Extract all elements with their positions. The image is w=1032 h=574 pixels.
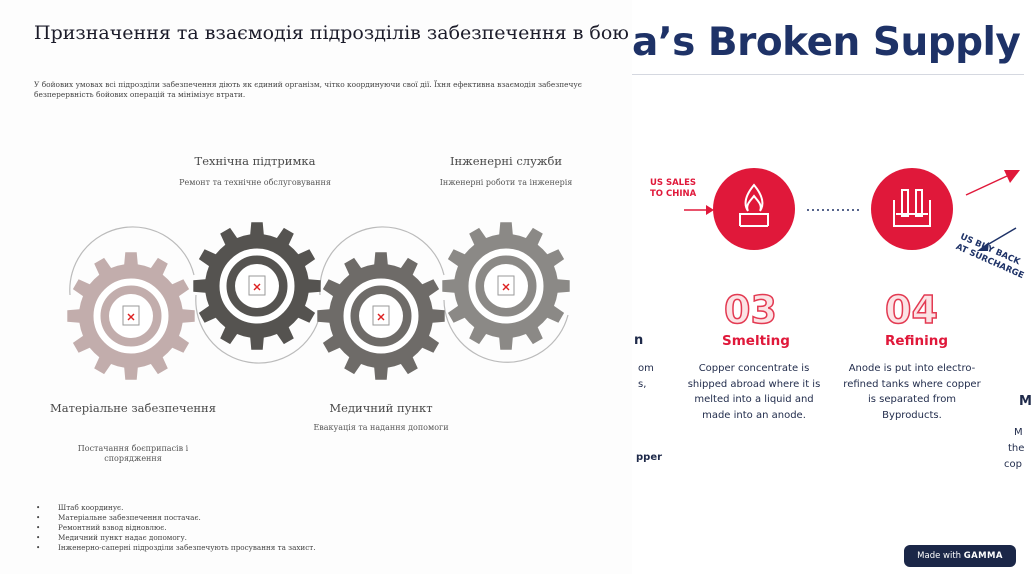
list-item: • Ремонтний взвод відновлює. bbox=[36, 523, 316, 533]
clipped-left-text: pper bbox=[636, 452, 663, 463]
clipped-right-text: cop bbox=[1004, 459, 1022, 470]
page-title: Призначення та взаємодія підрозділів забезпечення в бою bbox=[34, 22, 629, 44]
stage-name: Refining bbox=[885, 333, 949, 349]
gear-diagram bbox=[55, 205, 575, 390]
list-item: • Штаб координує. bbox=[36, 503, 316, 513]
clipped-left-text: n bbox=[634, 333, 644, 348]
block-subtitle-technical: Ремонт та технічне обслуговування bbox=[179, 178, 331, 187]
stage-number: 04 bbox=[885, 288, 938, 332]
stage-description: Anode is put into electro-refined tanks where copper is separated from Byproducts. bbox=[843, 363, 981, 421]
tag-us-buyback: US BUY BACK AT SURCHARGE bbox=[954, 232, 1026, 282]
broken-image-icon bbox=[498, 276, 514, 295]
block-subtitle-material: Постачання боєприпасів і спорядження bbox=[77, 444, 189, 463]
image-title: a’s Broken Supply bbox=[632, 20, 1021, 65]
flow-graphics bbox=[632, 0, 1024, 574]
broken-image-icon bbox=[123, 306, 139, 325]
gear-engineering-services bbox=[442, 222, 569, 349]
clipped-right-text: the bbox=[1008, 443, 1025, 454]
broken-image-icon bbox=[249, 276, 265, 295]
clipped-right-text: M bbox=[1019, 394, 1032, 409]
stage-description: Copper concentrate is shipped abroad where it is melted into a liquid and made into an anode. bbox=[687, 363, 821, 421]
clipped-left-text: om bbox=[638, 363, 654, 374]
clipped-left-text: s, bbox=[638, 379, 647, 390]
refining-circle bbox=[871, 168, 953, 250]
list-item: • Інженерно-саперні підрозділи забезпечують просування та захист. bbox=[36, 543, 316, 553]
bullet-list bbox=[36, 503, 316, 553]
stage-name: Smelting bbox=[722, 333, 790, 349]
list-item: • Матеріальне забезпечення постачає. bbox=[36, 513, 316, 523]
block-subtitle-engineering: Інженерні роботи та інженерія bbox=[439, 178, 573, 187]
intro-text: У бойових умовах всі підрозділи забезпечення діють як єдиний організм, чітко координуючи свої дії. Їхня ефективна взаємодія забезпечує безперервність бойових операцій та мінімізує втрати. bbox=[34, 80, 582, 99]
smelting-circle bbox=[713, 168, 795, 250]
gear-material-supply bbox=[67, 252, 194, 379]
block-title-technical: Технічна підтримка bbox=[194, 154, 316, 168]
block-title-material: Матеріальне забезпечення bbox=[50, 401, 216, 415]
block-title-medical: Медичний пункт bbox=[329, 401, 433, 415]
block-subtitle-medical: Евакуація та надання допомоги bbox=[313, 423, 449, 432]
list-item: • Медичний пункт надає допомогу. bbox=[36, 533, 316, 543]
made-with-gamma-badge[interactable]: Made with GAMMA bbox=[904, 545, 1016, 567]
block-title-engineering: Інженерні служби bbox=[449, 154, 563, 168]
broken-image-icon bbox=[373, 306, 389, 325]
clipped-right-text: M bbox=[1014, 427, 1023, 438]
stage-number: 03 bbox=[724, 288, 777, 332]
gear-medical-point bbox=[317, 252, 444, 379]
gear-technical-support bbox=[193, 222, 320, 349]
supply-chain-image bbox=[632, 0, 1032, 574]
tag-us-sales: US SALES TO CHINA bbox=[650, 178, 697, 199]
